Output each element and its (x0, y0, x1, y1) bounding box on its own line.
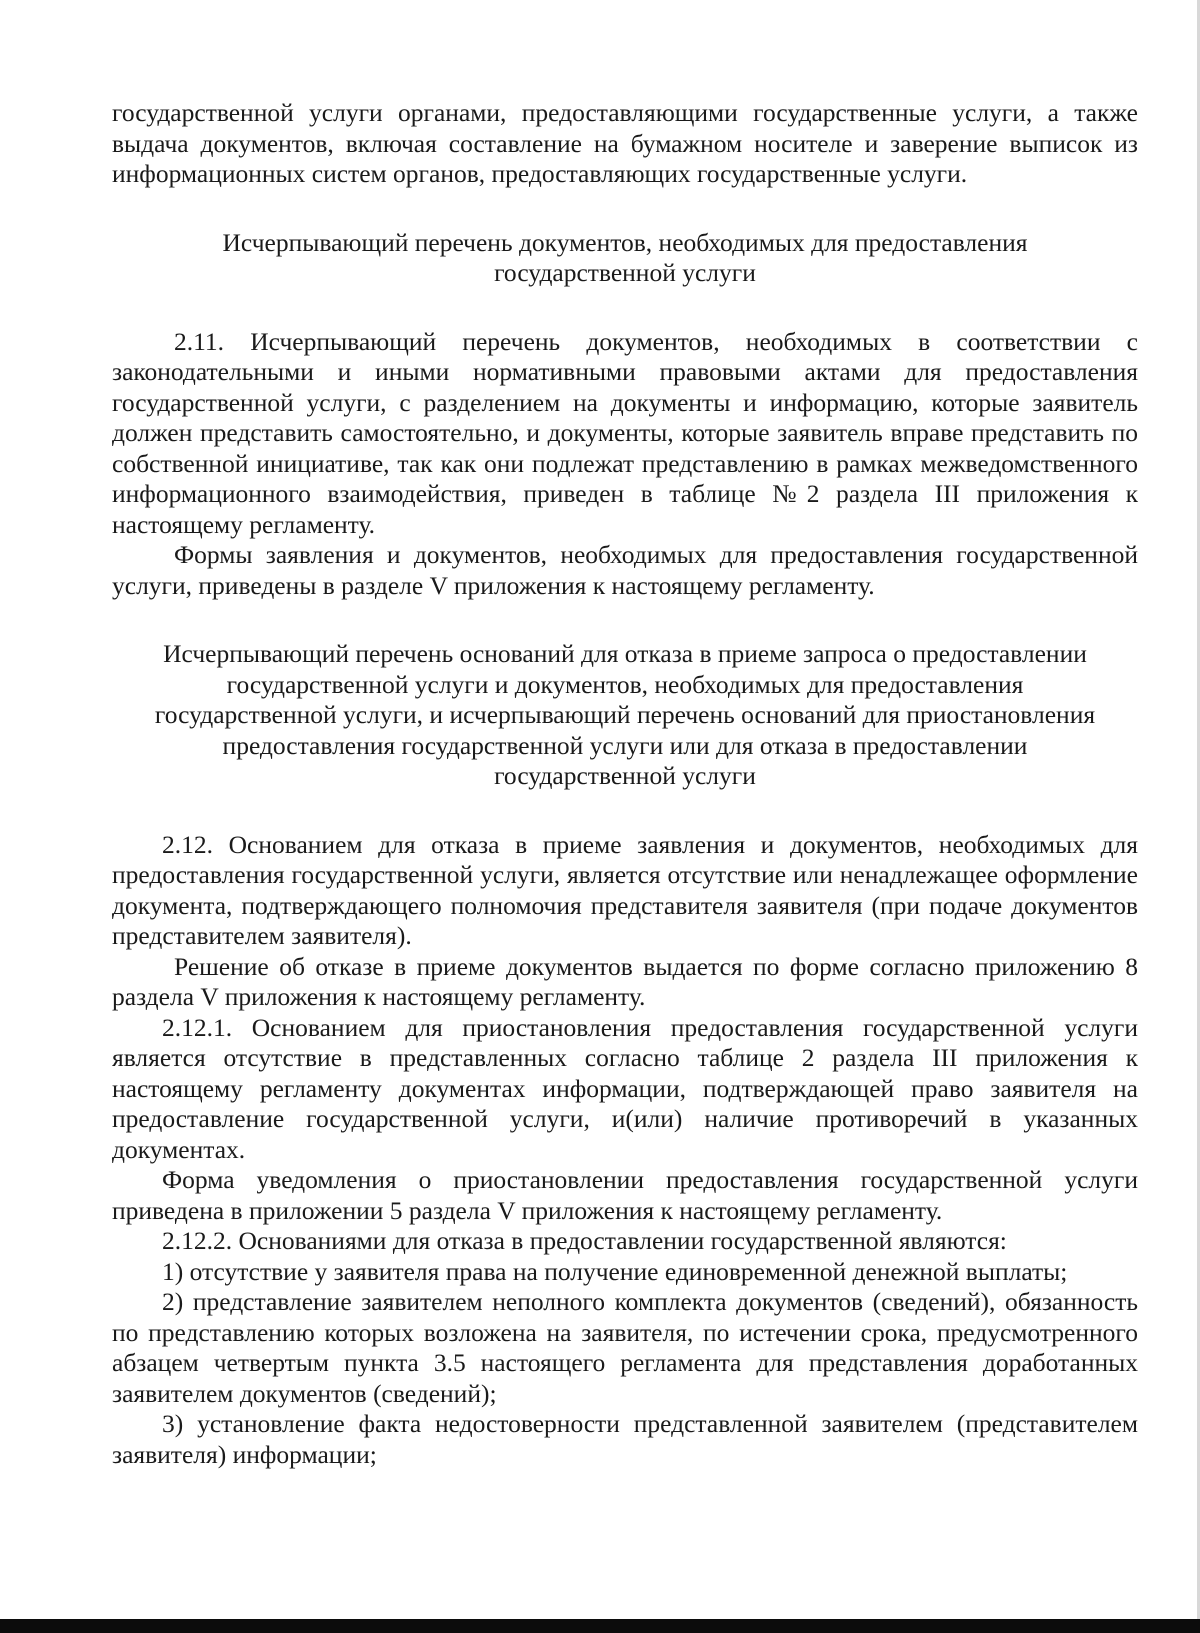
list-item-1: 1) отсутствие у заявителя права на получение единовременной денежной выплаты; (162, 1256, 1068, 1286)
spacer (112, 289, 1138, 327)
list-item-2: 2) представление заявителем неполного комплекта документов (сведений), обязанность по представлению которых возложена на заявителя, по истечении срока, предусмотренного абзацем четвертым пункта 3.5 настоящего регламента для представления доработанных заявителем документов (сведений); (112, 1287, 1138, 1408)
intro-paragraph: государственной услуги органами, предоставляющими государственные услуги, а также выдача документов, включая составление на бумажном носителе и заверение выписок из информационных систем органов, предоставляющих государственные услуги. (112, 98, 1138, 188)
spacer (112, 792, 1138, 830)
paragraph-2-12-1: 2.12.1. Основанием для приостановления предоставления государственной услуги является отсутствие в представленных согласно таблице 2 раздела III приложения к настоящему регламенту документах информации, подтверждающей право заявителя на предоставление государственной услуги, и(или) наличие противоречий в указанных документах. (112, 1012, 1138, 1164)
paragraph-forms: Формы заявления и документов, необходимых для предоставления государственной услуги, приведены в разделе V приложения к настоящему регламенту. (112, 540, 1138, 600)
spacer (112, 190, 1138, 228)
paragraph-2-12-2: 2.12.2. Основаниями для отказа в предоставлении государственной являются: (162, 1226, 1007, 1255)
section-heading-documents: Исчерпывающий перечень документов, необходимых для предоставления государственной услуги (222, 227, 1028, 287)
paragraph-notice: Форма уведомления о приостановлении предоставления государственной услуги приведена в приложении 5 раздела V приложения к настоящему регламенту. (112, 1165, 1138, 1225)
list-item-3: 3) установление факта недостоверности представленной заявителем (представителем заявителя) информации; (112, 1409, 1138, 1469)
paragraph-2-12: 2.12. Основанием для отказа в приеме заявления и документов, необходимых для предоставления государственной услуги, является отсутствие или ненадлежащее оформление документа, подтверждающего полномочия представителя заявителя (при подаче документов представителем заявителя). (112, 829, 1138, 950)
scan-bottom-border (0, 1619, 1200, 1633)
document-page (112, 98, 1138, 1470)
section-heading-refusal: Исчерпывающий перечень оснований для отказа в приеме запроса о предоставлении государственной услуги и документов, необходимых для предоставления государственной услуги, и исчерпывающий перечень оснований для приостановления предоставления государственной услуги или для отказа в предоставлении государственной услуги (154, 639, 1096, 790)
spacer (112, 601, 1138, 639)
paragraph-2-11: 2.11. Исчерпывающий перечень документов, необходимых в соответствии с законодательными и иными нормативными правовыми актами для предоставления государственной услуги, с разделением на документы и информацию, которые заявитель должен представить самостоятельно, и документы, которые заявитель вправе представить по собственной инициативе, так как они подлежат представлению в рамках межведомственного информационного взаимодействия, приведен в таблице №2 раздела III приложения к настоящему регламенту. (112, 326, 1138, 539)
paragraph-decision: Решение об отказе в приеме документов выдается по форме согласно приложению 8 раздела V приложения к настоящему регламенту. (112, 951, 1138, 1011)
